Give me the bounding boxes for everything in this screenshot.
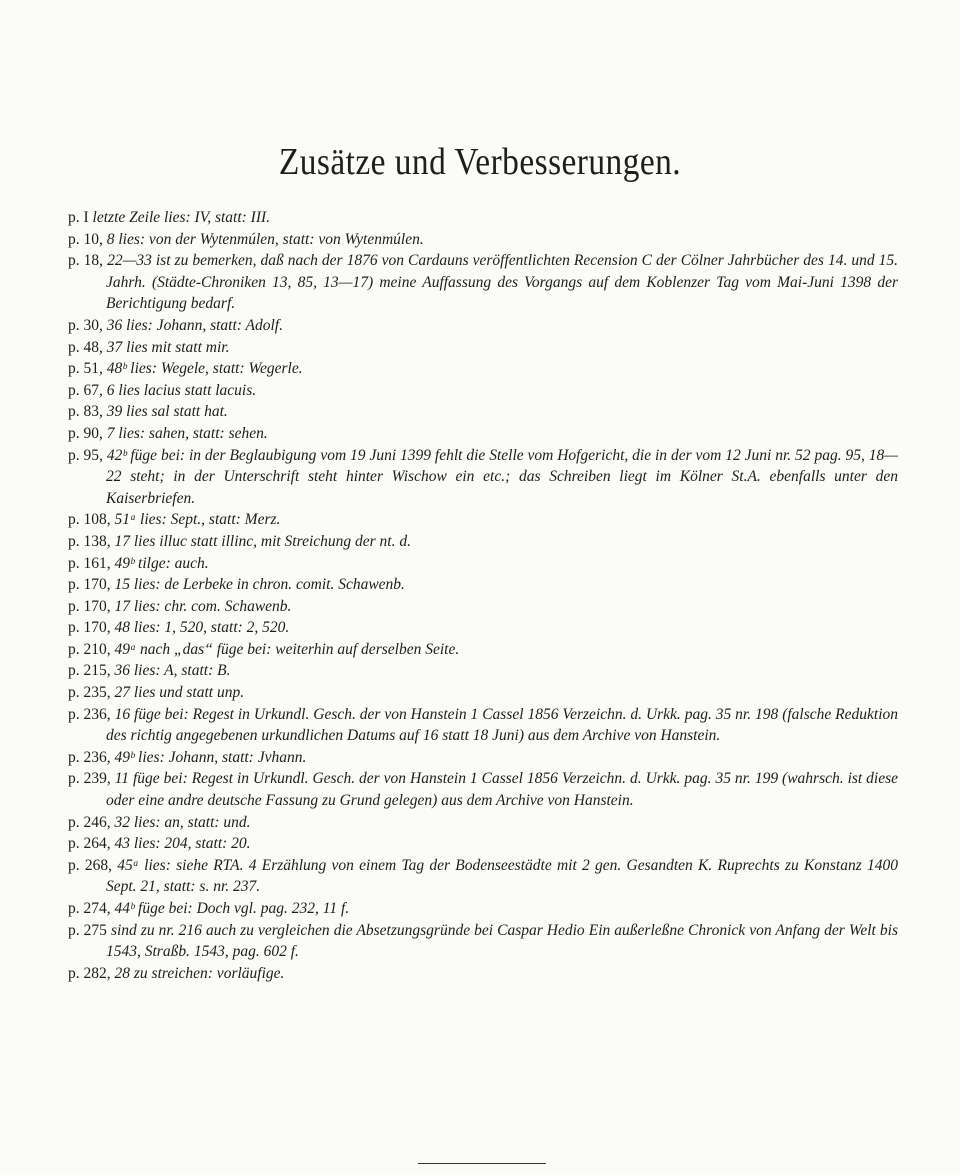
errata-entry <box>68 833 898 855</box>
entry-text: 49ᵇ lies: Johann, statt: Jvhann. <box>114 748 307 766</box>
errata-entry <box>68 963 898 985</box>
entry-text: 16 füge bei: Regest in Urkundl. Gesch. der von Hanstein 1 Cassel 1856 Verzeichn. d. Urkk. pag. 35 nr. 198 (falsche Reduktion des richtig angegebenen urkundlichen Datums auf 16 statt 18 Juni) aus dem Archive von Hanstein. <box>106 705 899 745</box>
errata-entry <box>68 401 898 423</box>
entry-page-ref: p. 48, <box>68 338 103 356</box>
entry-text: 8 lies: von der Wytenmúlen, statt: von Wytenmúlen. <box>106 230 424 248</box>
entry-text: 15 lies: de Lerbeke in chron. comit. Schawenb. <box>114 576 405 594</box>
errata-entry <box>68 509 898 531</box>
errata-entry <box>68 250 898 315</box>
entry-text: 36 lies: A, statt: B. <box>114 662 231 680</box>
errata-entry <box>68 445 898 510</box>
entry-page-ref: p. 161, <box>68 554 111 572</box>
entry-page-ref: p. 108, <box>68 511 111 529</box>
entry-page-ref: p. 170, <box>68 597 111 615</box>
entry-page-ref: p. 10, <box>68 230 103 248</box>
entry-text: 51ᵃ lies: Sept., statt: Merz. <box>114 511 281 529</box>
entry-text: letzte Zeile lies: IV, statt: III. <box>92 209 271 226</box>
entry-text: 49ᵇ tilge: auch. <box>114 554 209 572</box>
bottom-rule <box>418 1163 546 1164</box>
errata-entry <box>68 660 898 682</box>
entry-page-ref: p. 275 <box>68 921 107 939</box>
errata-entry <box>68 315 898 337</box>
entry-page-ref: p. 95, <box>68 446 103 464</box>
entry-page-ref: p. 83, <box>68 403 103 421</box>
errata-entry <box>68 596 898 618</box>
errata-entry <box>68 380 898 402</box>
entry-page-ref: p. 236, <box>68 705 111 723</box>
errata-entry <box>68 358 898 380</box>
entry-text: 48 lies: 1, 520, statt: 2, 520. <box>114 619 290 637</box>
entry-text: 11 füge bei: Regest in Urkundl. Gesch. der von Hanstein 1 Cassel 1856 Verzeichn. d. Urkk. pag. 35 nr. 199 (wahrsch. ist diese oder eine andre deutsche Fassung zu Grund gelegen) aus dem Archive von Hanstein. <box>106 770 899 810</box>
entry-page-ref: p. 246, <box>68 813 111 831</box>
entry-page-ref: p. I <box>68 209 89 226</box>
entry-page-ref: p. 215, <box>68 662 111 680</box>
entry-page-ref: p. 138, <box>68 532 111 550</box>
entry-text: 28 zu streichen: vorläufige. <box>114 964 285 982</box>
errata-entry <box>68 812 898 834</box>
page-title: Zusätze und Verbesserungen. <box>278 141 682 183</box>
errata-entry <box>68 704 898 747</box>
errata-entry <box>68 920 898 963</box>
errata-entry <box>68 553 898 575</box>
entry-page-ref: p. 268, <box>68 856 112 874</box>
errata-entry <box>68 423 898 445</box>
entry-text: 32 lies: an, statt: und. <box>114 813 251 831</box>
entry-text: sind zu nr. 216 auch zu vergleichen die Absetzungsgründe bei Caspar Hedio Ein außerleßne Chronick von Anfang der Welt bis 1543, Straßb. 1543, pag. 602 f. <box>106 921 898 961</box>
errata-entry <box>68 617 898 639</box>
entry-page-ref: p. 67, <box>68 381 103 399</box>
entry-text: 49ᵃ nach „das“ füge bei: weiterhin auf derselben Seite. <box>114 640 460 658</box>
errata-list <box>68 207 898 984</box>
entry-page-ref: p. 18, <box>68 252 104 270</box>
entry-page-ref: p. 210, <box>68 640 111 658</box>
errata-entry <box>68 229 898 251</box>
errata-entry <box>68 682 898 704</box>
entry-text: 17 lies illuc statt illinc, mit Streichung der nt. d. <box>114 532 411 550</box>
errata-entry <box>68 747 898 769</box>
errata-entry <box>68 898 898 920</box>
entry-page-ref: p. 170, <box>68 619 111 637</box>
entry-page-ref: p. 264, <box>68 835 111 853</box>
errata-entry <box>68 531 898 553</box>
entry-text: 43 lies: 204, statt: 20. <box>114 835 251 853</box>
entry-text: 22—33 ist zu bemerken, daß nach der 1876 von Cardauns veröffentlichten Recension C der Cölner Jahrbücher des 14. und 15. Jahrh. (Städte-Chroniken 13, 85, 13—17) meine Auffassung des Vorgangs auf dem Koblenzer Tag vom Mai-Juni 1398 der Berichtigung bedarf. <box>106 252 899 313</box>
entry-page-ref: p. 239, <box>68 770 111 788</box>
entry-page-ref: p. 282, <box>68 964 111 982</box>
entry-page-ref: p. 51, <box>68 360 103 378</box>
entry-text: 48ᵇ lies: Wegele, statt: Wegerle. <box>106 360 303 378</box>
entry-text: 17 lies: chr. com. Schawenb. <box>114 597 292 615</box>
errata-entry <box>68 574 898 596</box>
entry-text: 36 lies: Johann, statt: Adolf. <box>106 316 283 334</box>
entry-text: 27 lies und statt unp. <box>114 684 245 702</box>
entry-text: 42ᵇ füge bei: in der Beglaubigung vom 19 Juni 1399 fehlt die Stelle vom Hofgericht, die in der vom 12 Juni nr. 52 pag. 95, 18—22 steht; in der Unterschrift steht hinter Wischow ein etc.; das Schreiben liegt im Kölner St.A. ebenfalls unter den Kaiserbriefen. <box>106 446 899 507</box>
entry-text: 6 lies lacius statt lacuis. <box>106 381 257 399</box>
entry-text: 39 lies sal statt hat. <box>106 403 228 421</box>
errata-entry <box>68 337 898 359</box>
entry-page-ref: p. 90, <box>68 424 103 442</box>
errata-entry <box>68 768 898 811</box>
entry-text: 7 lies: sahen, statt: sehen. <box>106 424 268 442</box>
entry-page-ref: p. 235, <box>68 684 111 702</box>
entry-text: 44ᵇ füge bei: Doch vgl. pag. 232, 11 f. <box>114 900 350 917</box>
entry-page-ref: p. 30, <box>68 316 103 334</box>
errata-entry <box>68 855 898 898</box>
entry-page-ref: p. 236, <box>68 748 111 766</box>
errata-entry <box>68 207 898 229</box>
entry-text: 37 lies mit statt mir. <box>106 338 230 356</box>
entry-text: 45ᵃ lies: siehe RTA. 4 Erzählung von einem Tag der Bodenseestädte mit 2 gen. Gesandten K. Ruprechts zu Konstanz 1400 Sept. 21, statt: s. nr. 237. <box>106 856 898 896</box>
entry-page-ref: p. 274, <box>68 900 111 917</box>
errata-entry <box>68 639 898 661</box>
entry-page-ref: p. 170, <box>68 576 111 594</box>
